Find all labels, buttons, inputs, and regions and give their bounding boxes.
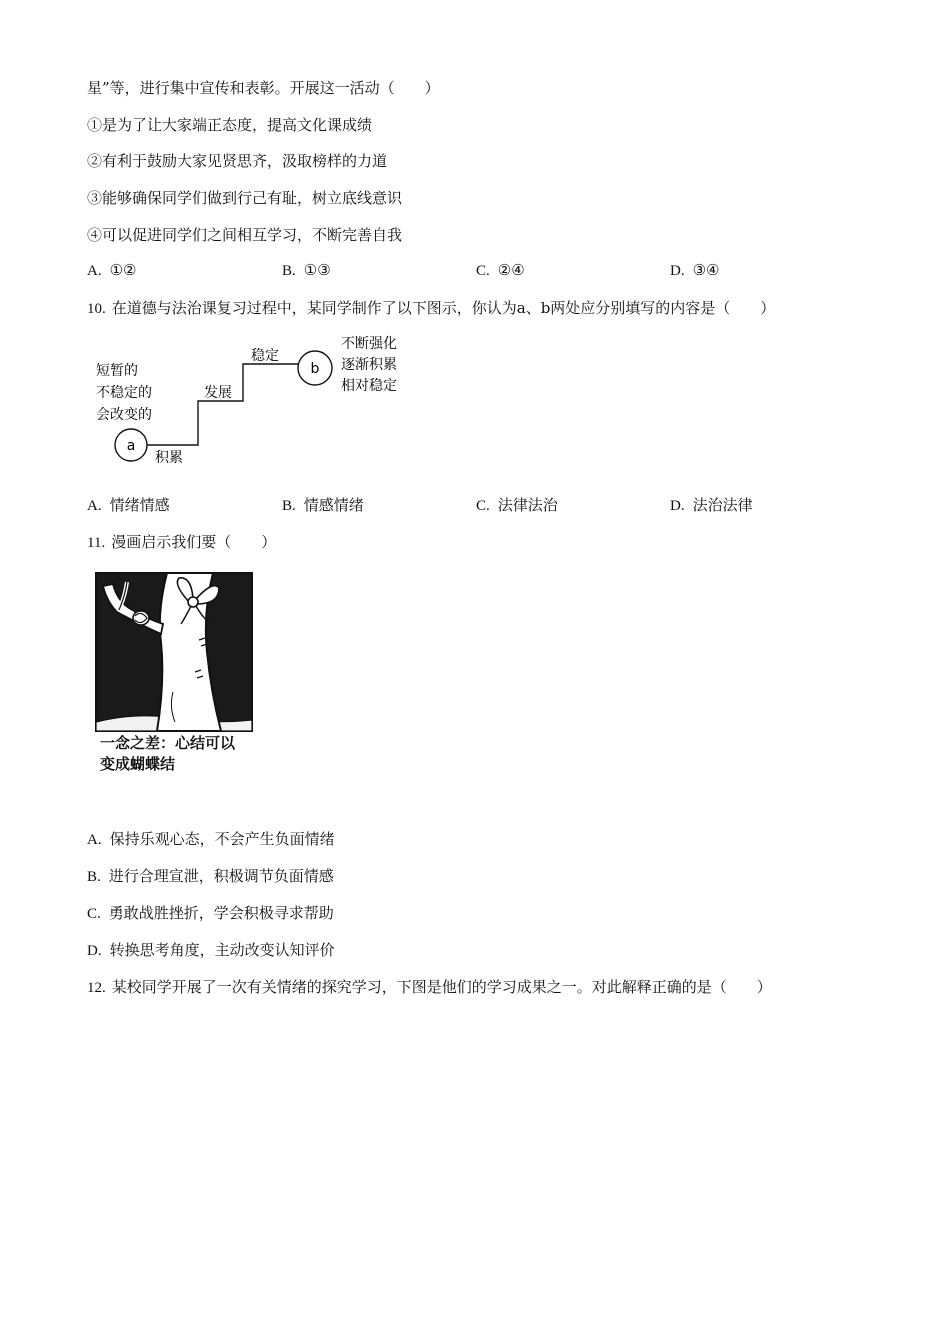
circle-b-label: b [310,361,320,377]
right-label-2: 逐渐积累 [341,357,397,373]
q11-option-a[interactable]: A. 保持乐观心态，不会产生负面情绪 [87,830,335,848]
circle-a-label: a [126,438,136,454]
q10-staircase-diagram [87,330,427,475]
step-label-develop: 发展 [204,385,232,401]
q11-option-d[interactable]: D. 转换思考角度，主动改变认知评价 [87,941,335,959]
q10-option-d[interactable]: D. 法治法律 [670,496,753,514]
left-label-2: 不稳定的 [96,385,152,401]
q11-option-b[interactable]: B. 进行合理宣泄，积极调节负面情感 [87,867,334,885]
q11-caption-line-1: 一念之差：心结可以 [100,734,236,752]
q10-option-a[interactable]: A. 情绪情感 [87,496,170,514]
q9-option-c[interactable]: C. ②④ [476,261,525,279]
q9-statement-3: ③能够确保同学们做到行己有耻，树立底线意识 [87,189,403,207]
q11-comic-tree-knot [95,572,253,732]
q12-stem: 12. 某校同学开展了一次有关情绪的探究学习，下图是他们的学习成果之一。对此解释正确的是（ ） [87,978,772,996]
q10-option-c[interactable]: C. 法律法治 [476,496,558,514]
q11-option-c[interactable]: C. 勇敢战胜挫折，学会积极寻求帮助 [87,904,334,922]
q9-stem-tail: 星”等，进行集中宣传和表彰。开展这一活动（ ） [87,79,440,97]
q9-statement-2: ②有利于鼓励大家见贤思齐，汲取榜样的力道 [87,152,388,170]
left-label-1: 短暂的 [96,363,138,379]
q9-option-a[interactable]: A. ①② [87,261,137,279]
q10-stem: 10. 在道德与法治课复习过程中，某同学制作了以下图示，你认为a、b两处应分别填写的内容是（ ） [87,299,776,317]
q11-caption-line-2: 变成蝴蝶结 [100,755,176,773]
q10-option-b[interactable]: B. 情感情绪 [282,496,364,514]
right-label-1: 不断强化 [341,336,397,352]
step-label-accumulate: 积累 [155,450,183,466]
q11-stem: 11. 漫画启示我们要（ ） [87,533,277,551]
staircase-line [147,364,299,445]
q9-option-d[interactable]: D. ③④ [670,261,720,279]
q9-option-b[interactable]: B. ①③ [282,261,331,279]
q9-statement-4: ④可以促进同学们之间相互学习，不断完善自我 [87,226,403,244]
step-label-stable: 稳定 [251,348,279,364]
q9-statement-1: ①是为了让大家端正态度，提高文化课成绩 [87,116,373,134]
right-label-3: 相对稳定 [341,378,397,394]
left-label-3: 会改变的 [96,407,152,423]
